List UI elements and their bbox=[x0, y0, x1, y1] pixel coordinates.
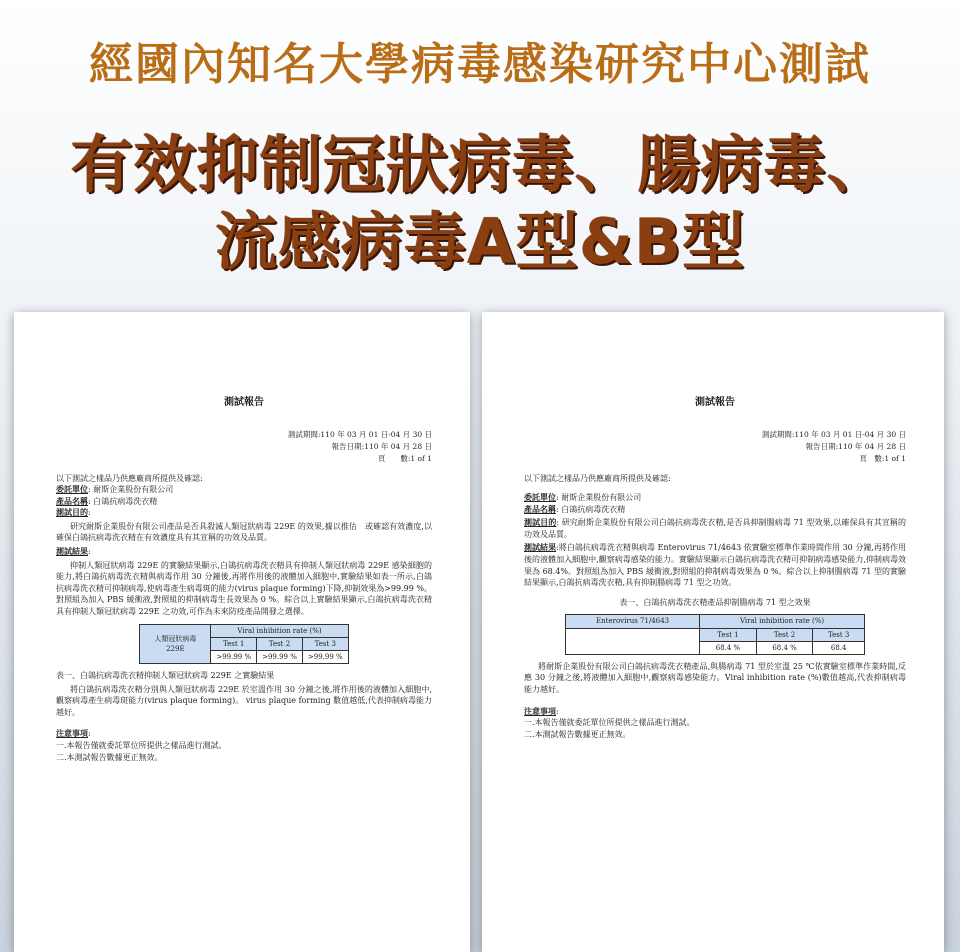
banner-top-line: 經國內知名大學病毒感染研究中心測試 bbox=[89, 39, 871, 90]
result-text: 抑制人類冠狀病毒 229E 的實驗結果顯示,白鴿抗病毒洗衣精具有抑制人類冠狀病毒 229E 感染細胞的能力,將白鴿抗病毒洗衣精與病毒作用 30 分鐘後,再將作用後的液體加入細胞中,實驗結果如表一所示,白鴿抗病毒洗衣精可抑制病毒,使病毒產生病毒斑的能力(virus plaque forming)下降,抑制效果為>99.99 %。對照組為加入 PBS 緩衝液,對照組的抑制病毒生長效果為 0 %。綜合以上實驗結果顯示,白鴿抗病毒洗衣精具有抑制人類冠狀病毒 229E 之功效,可作為未來防疫產品開發之選擇。 bbox=[56, 560, 432, 617]
report-meta bbox=[524, 429, 906, 465]
purpose-label: 測試目的 bbox=[56, 507, 88, 518]
product-value: : 白鴿抗病毒洗衣精 bbox=[88, 496, 158, 506]
note-item: 一.本報告僅就委託單位所提供之樣品進行測試。 bbox=[56, 741, 227, 751]
report-date: 報告日期:110 年 04 月 28 日 bbox=[805, 441, 906, 451]
report-title: 測試報告 bbox=[695, 397, 735, 408]
note-item: 二.本測試報告數據更正無效。 bbox=[524, 729, 631, 739]
client-value: : 耐斯企業股份有限公司 bbox=[556, 493, 642, 503]
left-report-page: 測試報告 測試期間:110 年 03 月 01 日-04 月 30 日 報告日期:110 年 04 月 28 日 頁 數:1 of 1 以下測試之樣品乃供應廠商所提供及確認: 委託單位: 耐斯企業股份有限公司 產品名稱: 白鴿抗病毒洗衣精 測試目的: 研究耐斯企業股份有限公司產品是否具殺滅人類冠狀病毒 229E 的效果,據以推估 或確認有效濃度,以確保白鴿抗病毒洗衣精在有效濃度具有其宣稱的功效及品質。 測試結果: 抑制人類冠狀病毒 229E 的實驗結果顯示,白鴿抗病毒洗衣精具有抑制人類冠狀病毒 229E 感染細胞的能力,將白鴿抗病毒洗衣精與病毒作用 30 分鐘後,再將作用後的液體加入細胞中,實驗結果如表一所示,白鴿抗病毒洗衣精可抑制病毒,使病毒產生病毒斑的能力(virus plaque forming)下降,抑制效果為>99.99 %。對照組為加入 PBS 緩衝液,對照組的抑制病毒生長效果為 0 %。綜合以上實驗結果顯示,白鴿抗病毒洗衣精具有抑制人類冠狀病毒 229E 之功效,可作為未來防疫產品開發之選擇。 人類冠狀病毒 229E Viral inhibition rate (%) Test 1 Test 2 Test 3 >99.99 % >99.99 % >99.99 % 表一、白鴿抗病毒洗衣精抑制人類冠狀病毒 229E 之實驗結果 將白鴿抗病毒洗衣精分別與人類冠狀病毒 229E 於室溫作用 30 分鐘之後,將作用後的液體加入細胞中,觀察病毒產生病毒斑能力(virus plaque forming)。 virus plaque forming 數值越低,代表抑制病毒能力越好。 注意事項: 一.本報告僅就委託單位所提供之樣品進行測試。 二.本測試報告數據更正無效。 bbox=[14, 312, 470, 952]
table-empty-cell bbox=[566, 628, 700, 654]
banner-headline-2: 流感病毒A型&B型 bbox=[214, 205, 746, 278]
test-period: 測試期間:110 年 03 月 01 日-04 月 30 日 bbox=[761, 429, 906, 439]
note-item: 一.本報告僅就委託單位所提供之樣品進行測試。 bbox=[524, 718, 695, 728]
table-cell-value: 68.4 bbox=[813, 641, 865, 654]
table-test-header: Test 2 bbox=[756, 628, 813, 641]
right-report-page bbox=[482, 312, 944, 952]
client-label: 委託單位 bbox=[524, 492, 556, 503]
left-results-table bbox=[139, 624, 348, 664]
page-count: 頁 數:1 of 1 bbox=[377, 453, 432, 463]
table-test-header: Test 1 bbox=[700, 628, 757, 641]
purpose-text: 研究耐斯企業股份有限公司產品是否具殺滅人類冠狀病毒 229E 的效果,據以推估 或確認有效濃度,以確保白鴿抗病毒洗衣精在有效濃度具有其宣稱的功效及品質。 bbox=[56, 521, 432, 543]
table-header-left: Enterovirus 71/4643 bbox=[566, 615, 700, 628]
table-note: 將白鴿抗病毒洗衣精分別與人類冠狀病毒 229E 於室溫作用 30 分鐘之後,將作用後的液體加入細胞中,觀察病毒產生病毒斑能力(virus plaque forming)。 virus plaque forming 數值越低,代表抑制病毒能力越好。 bbox=[56, 684, 432, 717]
purpose-text: : 研究耐斯企業股份有限公司白鴿抗病毒洗衣精,是否具抑制腸病毒 71 型效果,以確保具有其宣稱的功效及品質。 bbox=[524, 518, 906, 539]
result-label: 測試結果 bbox=[56, 546, 88, 557]
table-row-label: 人類冠狀病毒 229E bbox=[140, 624, 211, 663]
client-label: 委託單位 bbox=[56, 484, 88, 495]
table-caption: 表一、白鴿抗病毒洗衣精產品抑制腸病毒 71 型之效果 bbox=[619, 597, 811, 607]
table-cell-value: 68.4 % bbox=[756, 641, 813, 654]
report-meta bbox=[56, 429, 432, 465]
table-test-header: Test 3 bbox=[302, 637, 348, 650]
table-test-header: Test 1 bbox=[211, 637, 257, 650]
table-header-main: Viral inhibition rate (%) bbox=[211, 624, 348, 637]
product-value: : 白鴿抗病毒洗衣精 bbox=[556, 504, 626, 514]
product-label: 產品名稱 bbox=[56, 495, 88, 506]
right-results-table bbox=[565, 614, 865, 654]
intro-text: 以下測試之樣品乃供應廠商所提供及確認: bbox=[524, 473, 671, 483]
table-note: 將耐斯企業股份有限公司白鴿抗病毒洗衣精產品,與腸病毒 71 型於室溫 25 ℃依實驗室標準作業時間,反應 30 分鐘之後,將液體加入細胞中,觀察病毒感染能力。Viral inhibition rate (%)數值越高,代表抑制病毒能力越好。 bbox=[524, 661, 906, 695]
table-caption: 表一、白鴿抗病毒洗衣精抑制人類冠狀病毒 229E 之實驗結果 bbox=[56, 671, 275, 681]
notes-section: 注意事項: 一.本報告僅就委託單位所提供之樣品進行測試。 二.本測試報告數據更正無效。 bbox=[524, 706, 906, 741]
table-cell-value: >99.99 % bbox=[257, 650, 303, 663]
table-cell-value: 68.4 % bbox=[700, 641, 757, 654]
table-cell-value: >99.99 % bbox=[302, 650, 348, 663]
page-count: 頁 數:1 of 1 bbox=[859, 453, 906, 463]
notes-label: 注意事項 bbox=[524, 705, 556, 716]
report-date: 報告日期:110 年 04 月 28 日 bbox=[331, 441, 432, 451]
banner-headline-1: 有效抑制冠狀病毒、腸病毒、 bbox=[70, 128, 890, 201]
intro-text: 以下測試之樣品乃供應廠商所提供及確認: bbox=[56, 473, 203, 483]
report-title: 測試報告 bbox=[224, 397, 264, 408]
notes-section: 注意事項: 一.本報告僅就委託單位所提供之樣品進行測試。 二.本測試報告數據更正無效。 bbox=[56, 728, 432, 763]
note-item: 二.本測試報告數據更正無效。 bbox=[56, 752, 163, 762]
purpose-label: 測試目的 bbox=[524, 517, 557, 528]
table-cell-value: >99.99 % bbox=[211, 650, 257, 663]
client-value: : 耐斯企業股份有限公司 bbox=[88, 485, 174, 495]
table-test-header: Test 2 bbox=[257, 637, 303, 650]
test-period: 測試期間:110 年 03 月 01 日-04 月 30 日 bbox=[287, 429, 432, 439]
table-header-main: Viral inhibition rate (%) bbox=[700, 615, 865, 628]
notes-label: 注意事項 bbox=[56, 728, 88, 739]
result-label: 測試結果 bbox=[524, 542, 557, 553]
table-test-header: Test 3 bbox=[813, 628, 865, 641]
product-label: 產品名稱 bbox=[524, 503, 556, 514]
result-text: :將白鴿抗病毒洗衣精與病毒 Enterovirus 71/4643 依實驗室標準作業時間作用 30 分鐘,再將作用後的液體加入細胞中,觀察病毒感染的能力。實驗結果顯示白鴿抗病毒洗衣精可抑制病毒感染能力,抑制病毒效果為 68.4%。對照組為加入 PBS 緩衝液,對照組的抑制病毒效果為 0 %。綜合以上抑制腸病毒 71 型的實驗結果顯示,白鴿抗病毒洗衣精,具有抑制腸病毒 71 型之功效。 bbox=[524, 543, 907, 588]
